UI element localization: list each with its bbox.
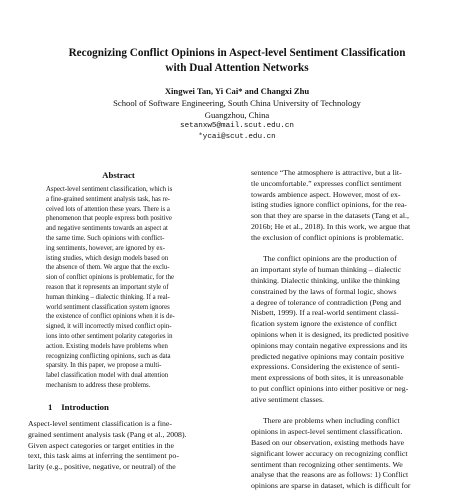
- abstract-line-19: sparsity. In this paper, we propose a multi-: [46, 362, 162, 370]
- corresponding-email: *ycai@scut.edu.cn: [198, 133, 276, 141]
- body-line-29: analyse that the reasons are as follows: 1) Conflict: [251, 470, 409, 480]
- body-line-19: expressions. Considering the existence of senti-: [251, 362, 400, 372]
- abstract-line-8: isting studies, which design models based on: [46, 254, 169, 262]
- body-line-22: ative sentiment classes.: [251, 394, 324, 404]
- intro-line-1: Aspect-level sentiment classification is a fine-: [28, 419, 172, 428]
- body-line-26: Based on our observation, existing methods have: [251, 438, 405, 447]
- abstract-line-13: world sentiment classification system ignores: [46, 303, 170, 311]
- abstract-line-7: ing sentiments, however, are ignored by ex-: [46, 244, 166, 252]
- body-line-5: son that they are sparse in the datasets (Tang et al.,: [251, 211, 409, 221]
- body-line-2: tle uncomfortable.” expresses conflict sentiment: [251, 178, 402, 188]
- abstract-line-18: recognizing conflicting opinions, such as data: [46, 352, 171, 360]
- section-number: 1: [48, 402, 53, 412]
- body-line-3: towards ambience aspect. However, most of ex-: [251, 189, 401, 199]
- abstract-line-16: ions into other sentiment polarity categories in: [46, 333, 173, 340]
- abstract-line-9: the absence of them. We argue that the exclu-: [46, 264, 170, 272]
- abstract-line-11: reason that it represents an important style of: [46, 284, 169, 291]
- abstract-line-20: label classification model with dual attention: [46, 372, 169, 380]
- body-line-21: to put conflict opinions into either positive or neg-: [251, 384, 409, 393]
- section-heading-introduction: [48, 402, 109, 412]
- body-line-10: an important style of human thinking – dialectic: [251, 265, 402, 275]
- body-line-20: ment expressions of both sites, it is unreasonable: [251, 373, 404, 383]
- body-line-14: Nisbett, 1999). If a real-world sentiment classi-: [251, 308, 399, 318]
- abstract-body: [46, 185, 222, 395]
- section-title: Introduction: [61, 402, 109, 412]
- abstract-line-12: human thinking – dialectic thinking. If a real-: [46, 293, 170, 301]
- abstract-line-21: mechanism to address these problems.: [46, 382, 151, 389]
- paper-title: [0, 46, 474, 76]
- body-line-18: predicted negative opinions may contain positive: [251, 351, 405, 361]
- affiliation-city: Guangzhou, China: [204, 110, 270, 120]
- body-line-17: opinions may contain negative expressions and its: [251, 340, 408, 350]
- abstract-line-15: signed, it will incorrectly mixed conflict opin-: [46, 323, 172, 331]
- author-email: setanxw5@mail.scut.edu.cn: [180, 122, 294, 130]
- abstract-heading: Abstract: [102, 170, 135, 180]
- body-line-27: significant lower accuracy on recognizing conflict: [251, 448, 408, 458]
- abstract-line-14: the existence of conflict opinions when it is de-: [46, 313, 175, 321]
- body-line-9: The conflict opinions are the production of: [263, 254, 397, 264]
- abstract-line-10: sion of conflict opinions is problematic, for the: [46, 274, 174, 282]
- abstract-line-3: ceived lots of attention these years. There is a: [46, 205, 170, 213]
- title-line-2: with Dual Attention Networks: [165, 62, 309, 74]
- intro-line-4: text, this task aims at inferring the sentiment po-: [28, 451, 179, 461]
- body-line-24: There are problems when including conflict: [263, 416, 400, 426]
- title-line-1: Recognizing Conflict Opinions in Aspect-level Sentiment Classification: [68, 47, 406, 59]
- abstract-line-5: and negative sentiments towards an aspect at: [46, 225, 168, 233]
- intro-line-3: Given aspect categories or target entities in the: [28, 440, 174, 450]
- abstract-line-1: Aspect-level sentiment classification, which is: [46, 186, 173, 193]
- body-line-16: opinions when it is designed, its predicted positive: [251, 330, 409, 339]
- affiliation: School of Software Engineering, South China University of Technology: [113, 98, 361, 108]
- body-line-28: sentiment than recognizing other sentiments. We: [251, 459, 403, 469]
- body-line-13: a degree of tolerance of contradiction (Peng and: [251, 297, 402, 307]
- body-line-7: the exclusion of conflict opinions is problematic.: [251, 232, 404, 242]
- abstract-line-2: a fine-grained sentiment analysis task, has re-: [46, 195, 171, 203]
- body-line-25: opinions in aspect-level sentiment classification.: [251, 427, 403, 437]
- body-line-4: isting studies ignore conflict opinions, for the rea-: [251, 200, 407, 210]
- body-line-11: thinking. Dialectic thinking, unlike the thinking: [251, 276, 400, 285]
- intro-line-2: grained sentiment analysis task (Pang et al., 2008).: [28, 429, 187, 439]
- body-line-1: sentence “The atmosphere is attractive, but a lit-: [251, 168, 402, 177]
- body-line-12: constrained by the laws of formal logic, shows: [251, 286, 397, 296]
- abstract-line-6: the same time. Such opinions with conflict-: [46, 235, 165, 242]
- body-line-6: 2016b; He et al., 2018). In this work, we argue that: [251, 222, 411, 231]
- intro-line-5: larity (e.g., positive, negative, or neutral) of the: [28, 462, 176, 472]
- abstract-line-17: action. Existing models have problems when: [46, 342, 168, 350]
- abstract-line-4: phenomenon that people express both positive: [46, 215, 172, 223]
- body-line-15: fication system ignore the existence of conflict: [251, 319, 397, 329]
- author-list: Xingwei Tan, Yi Cai* and Changxi Zhu: [164, 86, 310, 96]
- introduction-body: [28, 418, 238, 474]
- right-column-body: [251, 167, 461, 491]
- body-line-30: opinions are sparse in dataset, which is difficult for: [251, 481, 411, 491]
